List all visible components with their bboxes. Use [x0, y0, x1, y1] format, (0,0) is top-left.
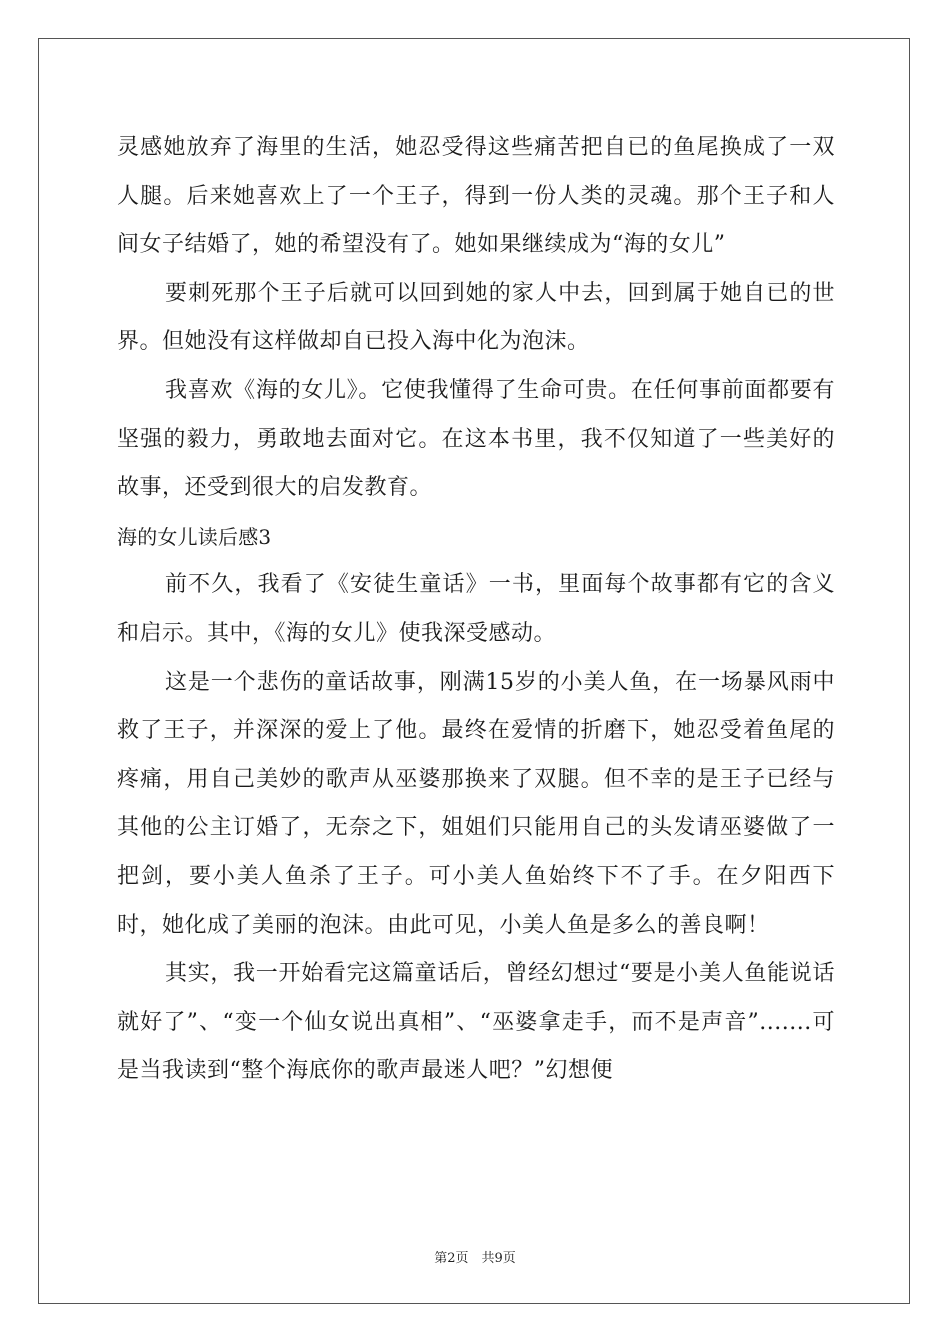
paragraph: 其实，我一开始看完这篇童话后，曾经幻想过“要是小美人鱼能说话就好了”、“变一个仙女说出真相”、“巫婆拿走手，而不是声音”.......可是当我读到“整个海底你的歌声最迷人吧？”幻想便 — [117, 961, 835, 1084]
page-number-footer: 第2页 共9页 — [434, 1251, 516, 1266]
paragraph-continuation: 灵感她放弃了海里的生活，她忍受得这些痛苦把自已的鱼尾换成了一双人腿。后来她喜欢上了一个王子，得到一份人类的灵魂。那个王子和人间女子结婚了，她的希望没有了。她如果继续成为“海的女儿” — [117, 135, 835, 258]
paragraph: 这是一个悲伤的童话故事，刚满15岁的小美人鱼，在一场暴风雨中救了王子，并深深的爱上了他。最终在爱情的折磨下，她忍受着鱼尾的疼痛，用自己美妙的歌声从巫婆那换来了双腿。但不幸的是王子已经与其他的公主订婚了，无奈之下，姐姐们只能用自己的头发请巫婆做了一把剑，要小美人鱼杀了王子。可小美人鱼始终下不了手。在夕阳西下时，她化成了美丽的泡沫。由此可见，小美人鱼是多么的善良啊！ — [117, 669, 835, 938]
paragraph: 前不久，我看了《安徒生童话》一书，里面每个故事都有它的含义和启示。其中，《海的女儿》使我深受感动。 — [117, 572, 835, 646]
section-heading: 海的女儿读后感3 — [117, 524, 272, 549]
document-body — [117, 124, 835, 1096]
paragraph: 要刺死那个王子后就可以回到她的家人中去，回到属于她自已的世界。但她没有这样做却自已投入海中化为泡沫。 — [117, 280, 835, 355]
paragraph: 我喜欢《海的女儿》。它使我懂得了生命可贵。在任何事前面都要有坚强的毅力，勇敢地去面对它。在这本书里，我不仅知道了一些美好的故事，还受到很大的启发教育。 — [117, 377, 835, 501]
